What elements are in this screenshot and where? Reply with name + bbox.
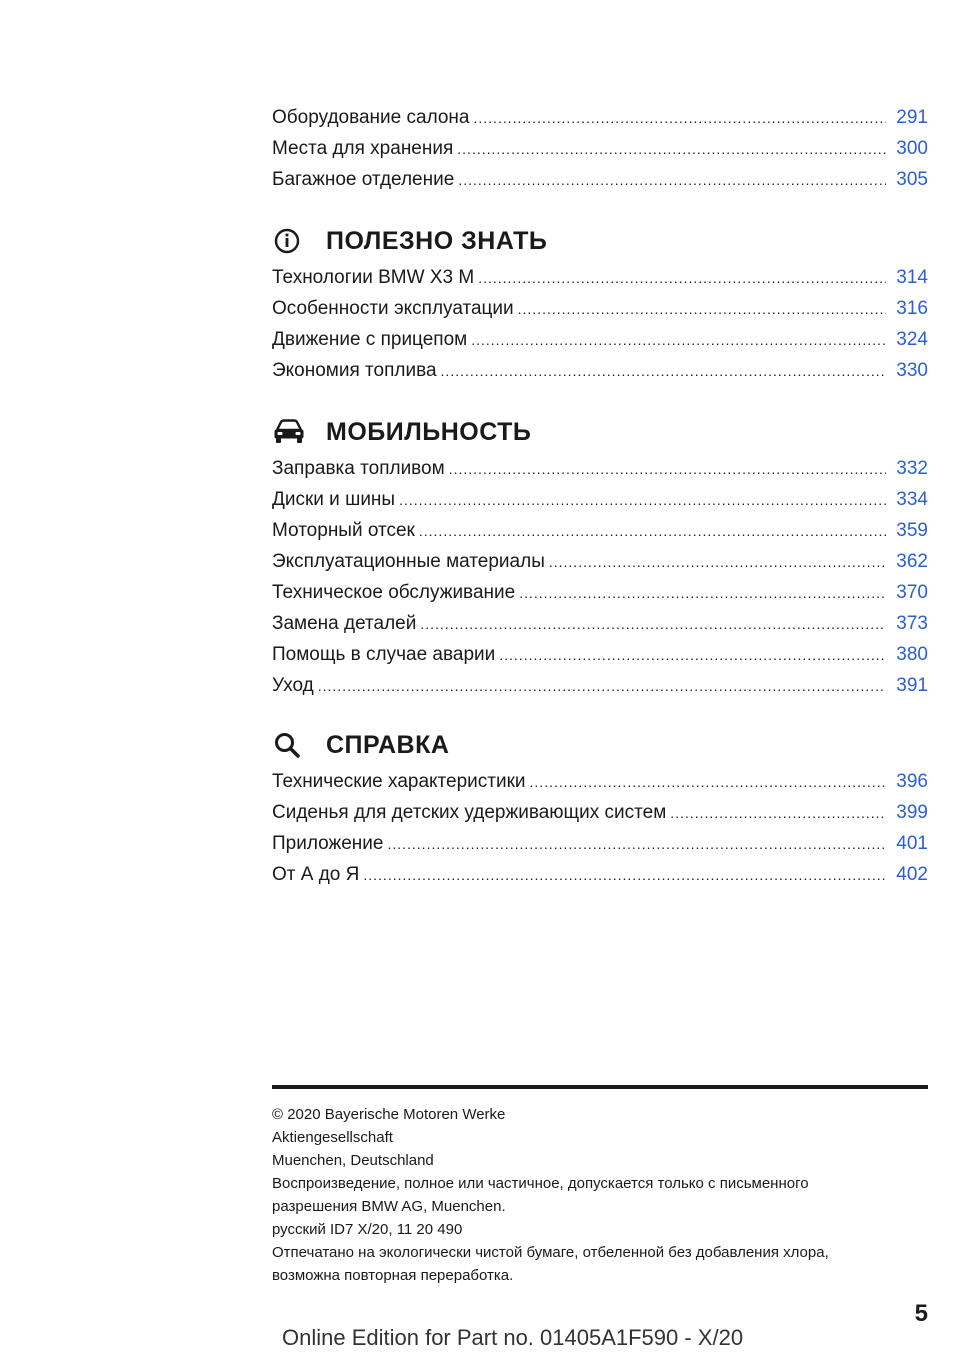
section-heading-mobility: [272, 412, 928, 452]
toc-entry-label: Места для хранения: [272, 138, 454, 159]
toc-leader-dots: [449, 454, 887, 484]
imprint-line: возможна повторная переработка.: [272, 1267, 514, 1284]
imprint-block: [272, 1103, 912, 1287]
toc-entry[interactable]: [272, 324, 928, 355]
toc-entry-label: Сиденья для детских удерживающих систем: [272, 802, 667, 823]
toc-entry-page-link[interactable]: 359: [896, 520, 928, 541]
imprint-line: разрешения BMW AG, Muenchen.: [272, 1198, 506, 1215]
toc-entry-label: Заправка топливом: [272, 458, 445, 479]
toc-entry-label: Эксплуатационные материалы: [272, 551, 545, 572]
toc-entry-page-link[interactable]: 291: [896, 107, 928, 128]
toc-leader-dots: [474, 103, 887, 133]
toc-entry-label: Движение с прицепом: [272, 329, 468, 350]
toc-entry[interactable]: [272, 484, 928, 515]
toc-entry-label: Технические характеристики: [272, 771, 526, 792]
toc-entry-label: Уход: [272, 675, 314, 696]
section-title: СПРАВКА: [326, 730, 450, 759]
toc-entry-page-link[interactable]: 401: [896, 833, 928, 854]
toc-leader-dots: [458, 165, 886, 195]
imprint-line: Воспроизведение, полное или частичное, допускается только с письменного: [272, 1175, 809, 1192]
toc-entry[interactable]: [272, 133, 928, 164]
online-edition-footer: Online Edition for Part no. 01405A1F590 - X/20: [282, 1325, 744, 1350]
section-title: ПОЛЕЗНО ЗНАТЬ: [326, 226, 548, 255]
toc-entry[interactable]: [272, 546, 928, 577]
section-heading-useful: [272, 221, 928, 261]
toc-entry[interactable]: [272, 515, 928, 546]
toc-entry[interactable]: [272, 577, 928, 608]
toc-leader-dots: [471, 325, 886, 355]
toc-top: [272, 102, 928, 195]
toc-entry-label: Технологии BMW X3 M: [272, 267, 475, 288]
imprint-line: Muenchen, Deutschland: [272, 1152, 434, 1169]
imprint-line: Aktiengesellschaft: [272, 1129, 393, 1146]
toc-entry-label: Приложение: [272, 833, 384, 854]
toc-leader-dots: [530, 767, 887, 797]
info-icon: [272, 221, 312, 261]
toc-entry-label: Диски и шины: [272, 489, 396, 510]
toc-entry[interactable]: [272, 293, 928, 324]
toc-section-mobility: [272, 453, 928, 701]
section-title: МОБИЛЬНОСТЬ: [326, 417, 532, 446]
toc-entry-page-link[interactable]: 314: [896, 267, 928, 288]
toc-entry-page-link[interactable]: 402: [896, 864, 928, 885]
toc-entry-page-link[interactable]: 370: [896, 582, 928, 603]
toc-entry-page-link[interactable]: 380: [896, 644, 928, 665]
section-heading-reference: [272, 725, 928, 765]
toc-leader-dots: [387, 829, 886, 859]
imprint-line: Отпечатано на экологически чистой бумаге, отбеленной без добавления хлора,: [272, 1244, 829, 1261]
toc-leader-dots: [363, 860, 886, 890]
toc-entry-page-link[interactable]: 305: [896, 169, 928, 190]
toc-entry[interactable]: [272, 355, 928, 386]
toc-entry-label: Особенности эксплуатации: [272, 298, 514, 319]
toc-entry-page-link[interactable]: 334: [896, 489, 928, 510]
page-number: 5: [914, 1300, 928, 1327]
toc-leader-dots: [518, 294, 887, 324]
toc-entry-label: Экономия топлива: [272, 360, 437, 381]
toc-entry-page-link[interactable]: 330: [896, 360, 928, 381]
toc-entry-label: Оборудование салона: [272, 107, 470, 128]
toc-leader-dots: [519, 578, 886, 608]
car-icon: [272, 412, 312, 452]
toc-entry-page-link[interactable]: 391: [896, 675, 928, 696]
toc-leader-dots: [549, 547, 886, 577]
toc-entry-page-link[interactable]: 300: [896, 138, 928, 159]
toc-entry-label: Помощь в случае аварии: [272, 644, 496, 665]
search-icon: [272, 725, 312, 765]
toc-leader-dots: [399, 485, 886, 515]
toc-entry-page-link[interactable]: 324: [896, 329, 928, 350]
toc-entry[interactable]: [272, 797, 928, 828]
toc-leader-dots: [499, 640, 886, 670]
imprint-line: русский ID7 X/20, 11 20 490: [272, 1221, 463, 1238]
toc-entry-page-link[interactable]: 396: [896, 771, 928, 792]
toc-entry[interactable]: [272, 102, 928, 133]
toc-section-useful: [272, 262, 928, 386]
toc-entry-page-link[interactable]: 399: [896, 802, 928, 823]
toc-entry-page-link[interactable]: 362: [896, 551, 928, 572]
toc-leader-dots: [419, 516, 886, 546]
toc-leader-dots: [457, 134, 886, 164]
toc-entry[interactable]: [272, 859, 928, 890]
toc-entry-label: От А до Я: [272, 864, 360, 885]
toc-entry[interactable]: [272, 670, 928, 701]
toc-entry[interactable]: [272, 164, 928, 195]
toc-entry-label: Замена деталей: [272, 613, 417, 634]
toc-entry[interactable]: [272, 608, 928, 639]
toc-entry-label: Моторный отсек: [272, 520, 415, 541]
toc-leader-dots: [420, 609, 886, 639]
toc-entry-page-link[interactable]: 316: [896, 298, 928, 319]
toc-section-reference: [272, 766, 928, 890]
toc-entry-page-link[interactable]: 332: [896, 458, 928, 479]
toc-entry[interactable]: [272, 453, 928, 484]
toc-leader-dots: [441, 356, 887, 386]
imprint-line: © 2020 Bayerische Motoren Werke: [272, 1106, 506, 1123]
toc-entry-page-link[interactable]: 373: [896, 613, 928, 634]
toc-leader-dots: [478, 263, 886, 293]
toc-entry-label: Багажное отделение: [272, 169, 455, 190]
toc-entry[interactable]: [272, 262, 928, 293]
toc-entry[interactable]: [272, 639, 928, 670]
toc-entry[interactable]: [272, 766, 928, 797]
toc-entry-label: Техническое обслуживание: [272, 582, 516, 603]
toc-leader-dots: [670, 798, 886, 828]
toc-entry[interactable]: [272, 828, 928, 859]
toc-leader-dots: [318, 671, 887, 701]
imprint-divider: [272, 1085, 928, 1089]
